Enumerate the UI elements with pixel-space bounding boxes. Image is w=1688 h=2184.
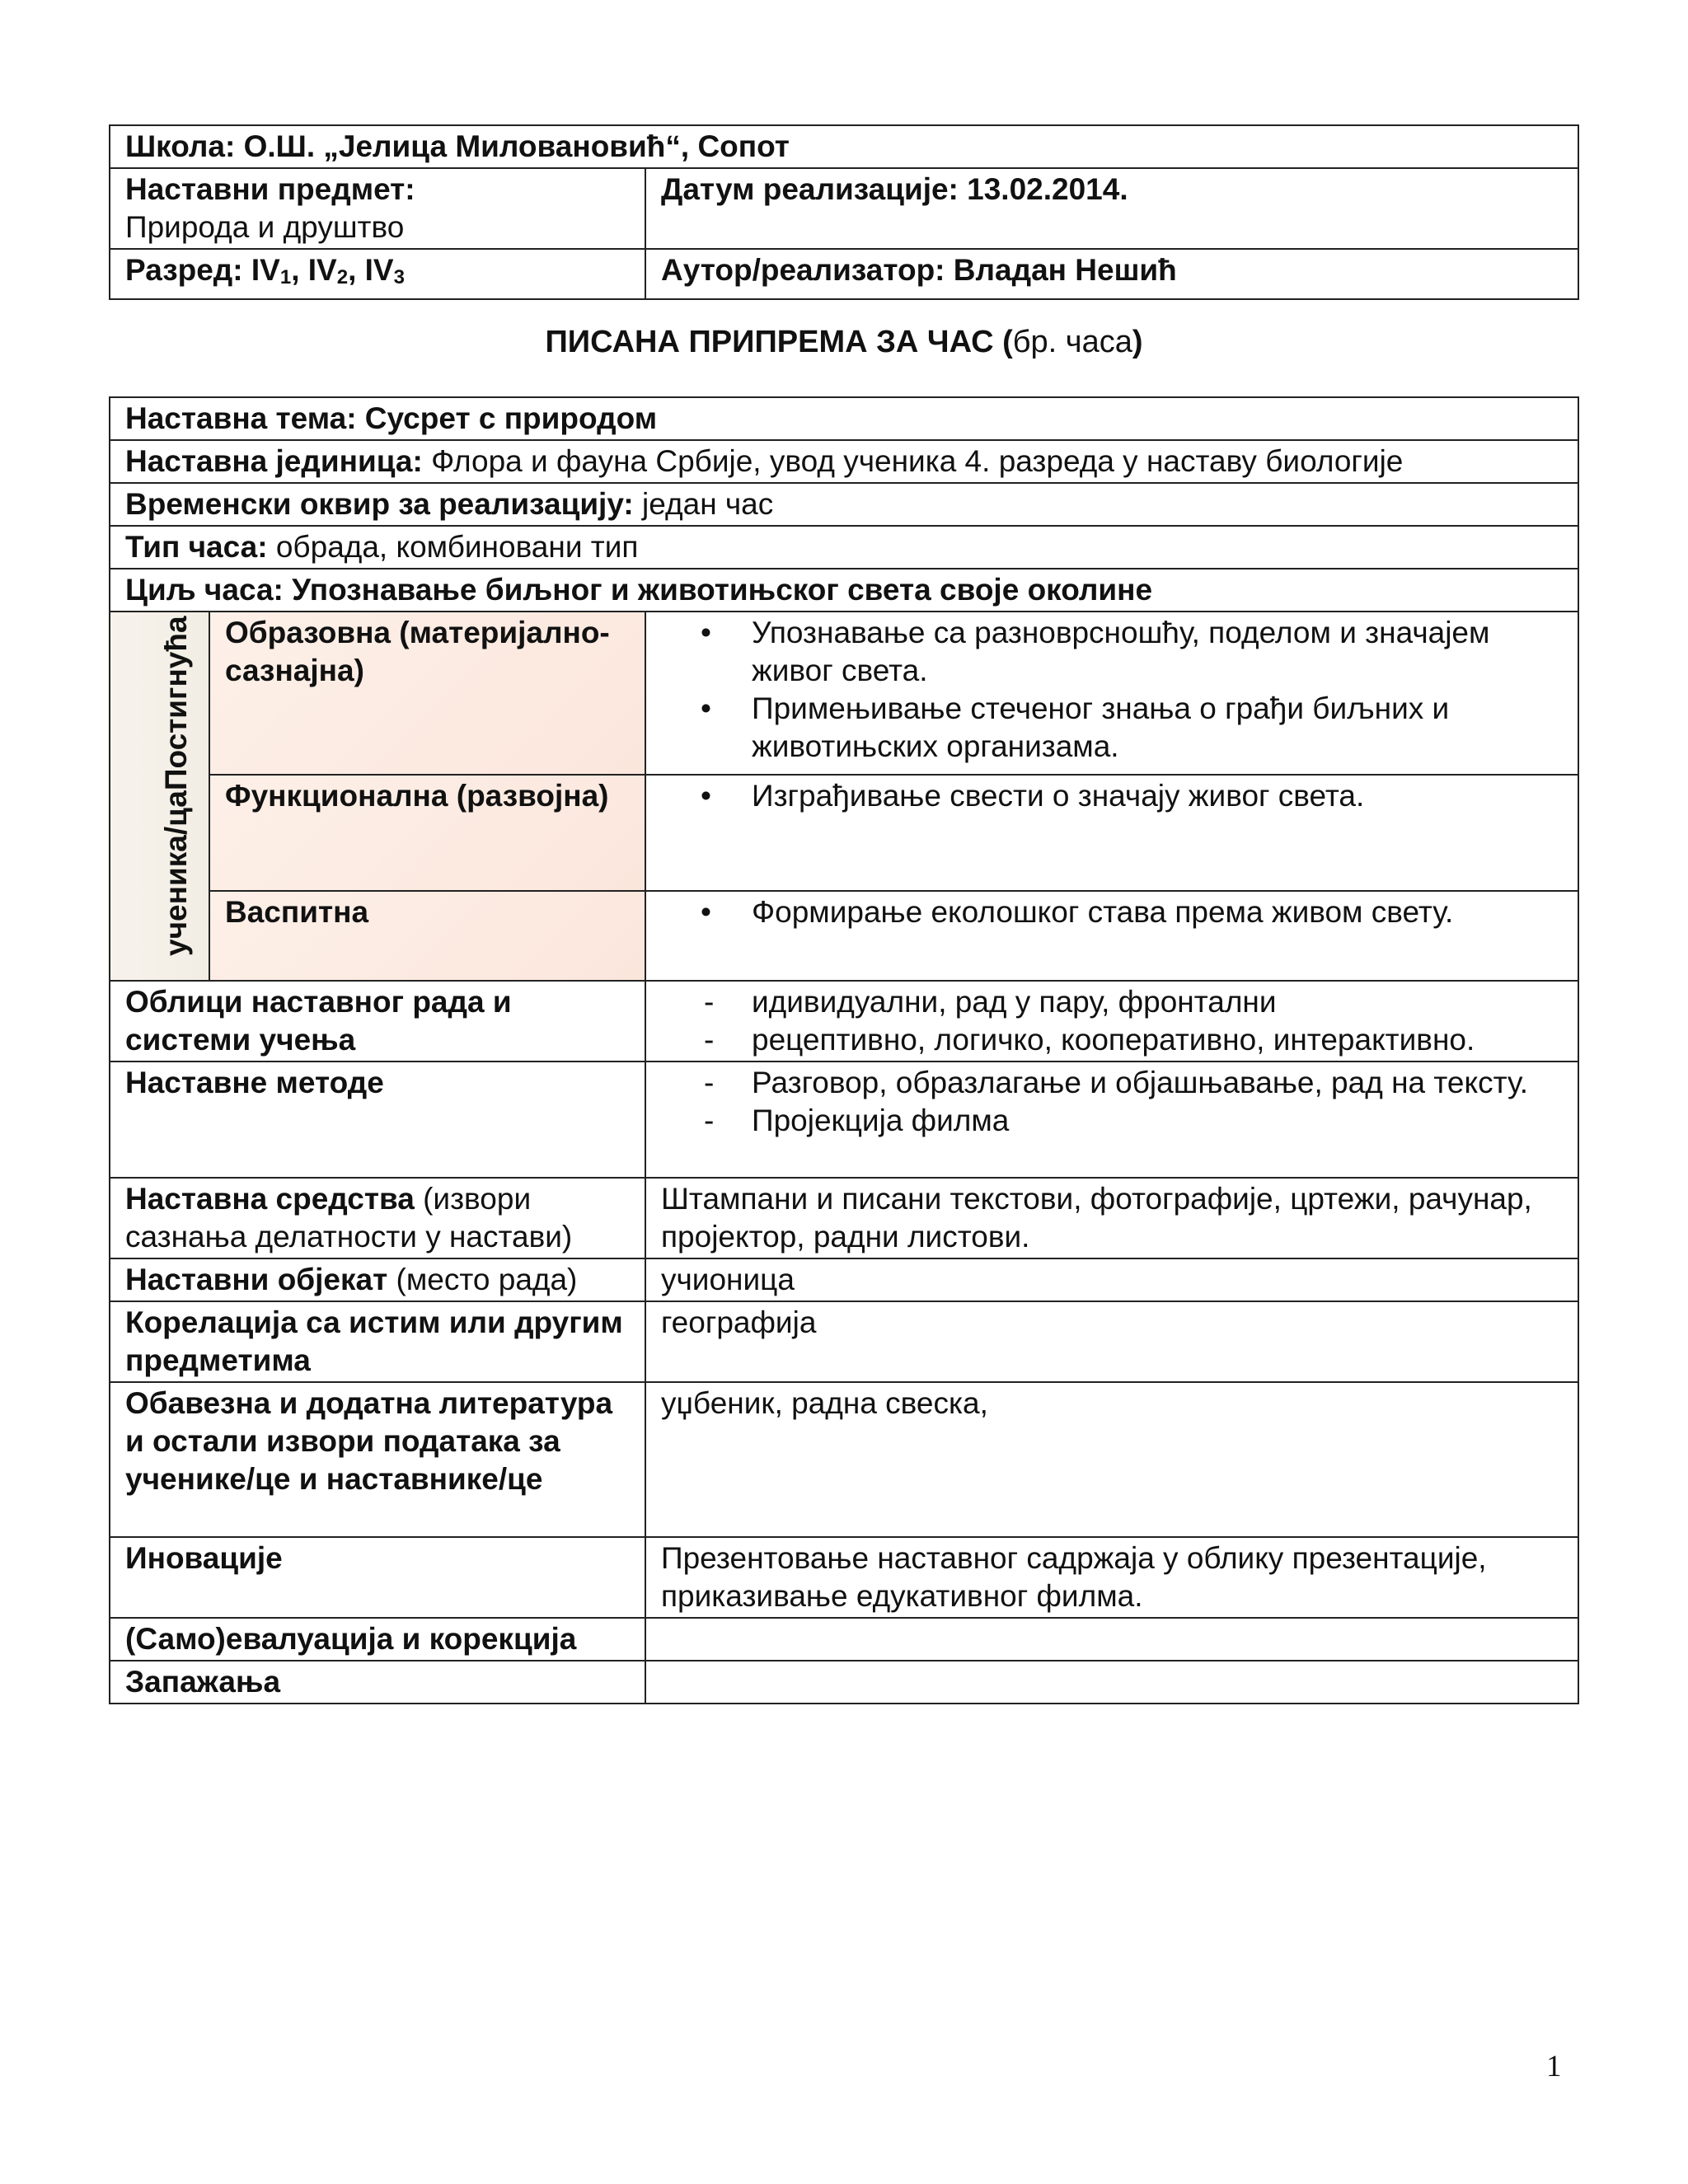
resources-label: Наставна средства (125, 1182, 415, 1216)
list-item: - рецептивно, логичко, кооперативно, интерактивно. (752, 1021, 1563, 1059)
header-table (109, 124, 1579, 300)
date-cell: Датум реализације: 13.02.2014. (645, 168, 1578, 249)
page-title (0, 323, 1688, 361)
time-value: један час (633, 487, 774, 521)
topic-row: Наставна тема: Сусрет с природом (110, 397, 1578, 440)
upbringing-items (645, 891, 1578, 981)
list-item: • Примењивање стеченог знања о грађи биљних и животињских организама. (752, 690, 1563, 766)
type-value: обрада, комбиновани тип (267, 530, 639, 564)
list-item: • Формирање еколошког става према живом свету. (752, 893, 1563, 931)
object-label: Наставни објекат (125, 1263, 388, 1296)
unit-value: Флора и фауна Србије, увод ученика 4. разреда у наставу биологије (422, 444, 1404, 478)
notes-label: Запажања (110, 1661, 645, 1704)
literature-label: Обавезна и додатна литература и остали извори података за ученике/це и наставнике/це (110, 1382, 645, 1537)
forms-label: Облици наставног рада и системи учења (110, 981, 645, 1062)
page-number: 1 (1546, 2050, 1562, 2083)
outcomes-vertical-label: ученика/цаПостигнућа (158, 616, 193, 956)
type-label: Тип часа: (125, 530, 268, 564)
unit-row (110, 440, 1578, 483)
grade-sep-1: , IV (291, 253, 337, 287)
list-item: • Изграђивање свести о значају живог света. (752, 777, 1563, 815)
evaluation-label: (Само)евалуација и корекција (110, 1618, 645, 1661)
innovations-value: Презентовање наставног садржаја у облику презентације, приказивање едукативног филма. (645, 1537, 1578, 1618)
resources-value: Штампани и писани текстови, фотографије, цртежи, рачунар, пројектор, радни листови. (645, 1178, 1578, 1258)
forms-items (645, 981, 1578, 1062)
school-name: Школа: О.Ш. „Јелица Миловановић“, Сопот (110, 125, 1578, 168)
outcomes-vertical-cell (110, 612, 209, 981)
correlation-label: Корелација са истим или другим предметима (110, 1301, 645, 1382)
object-label-rest: (место рада) (387, 1263, 578, 1296)
grade-sub-3: 3 (393, 266, 405, 288)
correlation-value: географија (645, 1301, 1578, 1382)
educational-items (645, 612, 1578, 775)
list-item: - Пројекција филма (752, 1102, 1563, 1140)
resources-label-cell (110, 1178, 645, 1258)
grade-sub-2: 2 (336, 266, 349, 288)
object-value: учионица (645, 1258, 1578, 1301)
subject-value: Природа и друштво (125, 210, 405, 244)
evaluation-value (645, 1618, 1578, 1661)
subject-label: Наставни предмет: (125, 172, 415, 206)
resources-label-rest: (извори сазнања делатности у настави) (125, 1182, 573, 1254)
educational-label: Образовна (материјално-сазнајна) (209, 612, 645, 775)
grade-sub-1: 1 (279, 266, 292, 288)
title-close: ) (1132, 325, 1143, 359)
grade-cell (110, 249, 645, 299)
subject-cell (110, 168, 645, 249)
object-label-cell (110, 1258, 645, 1301)
grade-sep-2: , IV (348, 253, 394, 287)
methods-label: Наставне методе (110, 1062, 645, 1178)
list-item: - идивидуални, рад у пару, фронтални (752, 983, 1563, 1021)
title-main: ПИСАНА ПРИПРЕМА ЗА ЧАС ( (545, 325, 1013, 359)
type-row (110, 526, 1578, 569)
literature-value: уџбеник, радна свеска, (645, 1382, 1578, 1537)
functional-items (645, 775, 1578, 891)
lesson-plan-table (109, 396, 1579, 1704)
time-label: Временски оквир за реализацију: (125, 487, 634, 521)
title-note: бр. часа (1012, 325, 1132, 359)
time-row (110, 483, 1578, 526)
innovations-label: Иновације (110, 1537, 645, 1618)
list-item: • Упознавање са разноврсношћу, поделом и значајем живог света. (752, 614, 1563, 690)
functional-label: Функционална (развојна) (209, 775, 645, 891)
notes-value (645, 1661, 1578, 1704)
grade-label: Разред: IV (125, 253, 280, 287)
author-cell: Аутор/реализатор: Владан Нешић (645, 249, 1578, 299)
methods-items (645, 1062, 1578, 1178)
unit-label: Наставна јединица: (125, 444, 423, 478)
list-item: - Разговор, образлагање и објашњавање, рад на тексту. (752, 1064, 1563, 1102)
upbringing-label: Васпитна (209, 891, 645, 981)
goal-row: Циљ часа: Упознавање биљног и животињског света своје околине (110, 569, 1578, 612)
